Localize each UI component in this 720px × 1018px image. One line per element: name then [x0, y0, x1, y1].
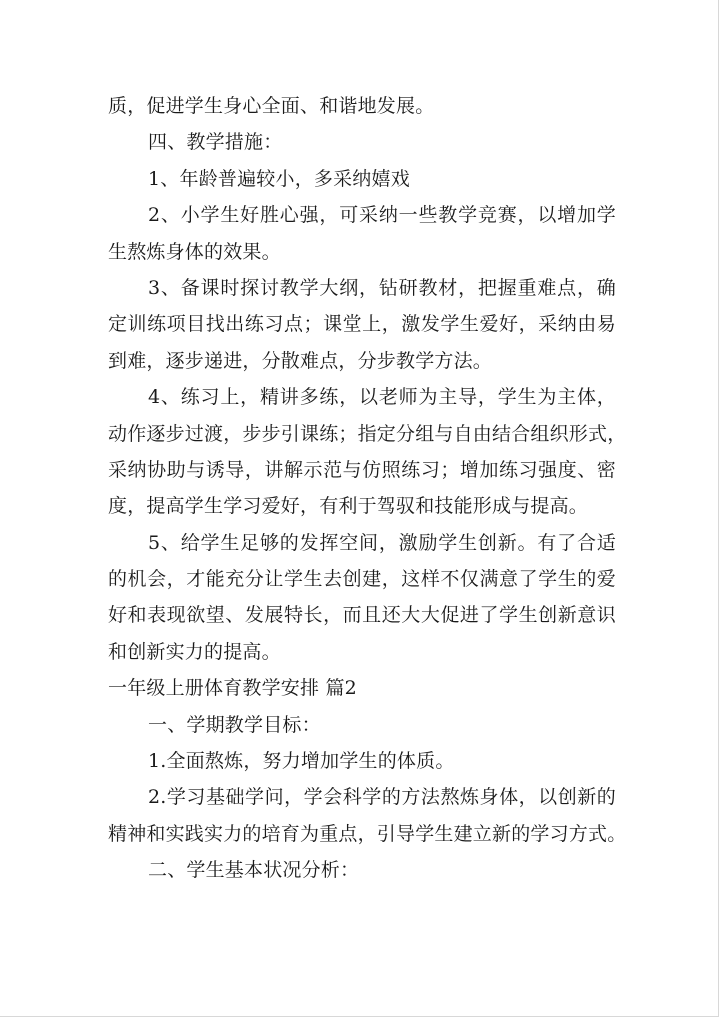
text-line: 定训练项目找出练习点；课堂上，激发学生爱好，采纳由易 [108, 313, 616, 336]
text-line: 2、小学生好胜心强，可采纳一些教学竞赛，以增加学 [148, 204, 616, 227]
text-line: 3、备课时探讨教学大纲，钻研教材，把握重难点，确 [148, 276, 616, 299]
text-line: 的机会，才能充分让学生去创建，这样不仅满意了学生的爱 [108, 568, 616, 591]
section-heading: 一年级上册体育教学安排 篇2 [108, 677, 357, 700]
text-line: 好和表现欲望、发展特长，而且还大大促进了学生创新意识 [108, 604, 616, 627]
text-line: 2.学习基础学问，学会科学的方法熬炼身体，以创新的 [148, 786, 616, 809]
text-line: 精神和实践实力的培育为重点，引导学生建立新的学习方式。 [108, 822, 627, 845]
text-line: 动作逐步过渡，步步引课练；指定分组与自由结合组织形式， [108, 422, 627, 445]
text-line: 1、年龄普遍较小，多采纳嬉戏 [148, 167, 410, 190]
text-line: 二、学生基本状况分析： [148, 859, 360, 882]
text-line: 和创新实力的提高。 [108, 640, 281, 663]
text-line: 度，提高学生学习爱好，有利于驾驭和技能形成与提高。 [108, 495, 589, 518]
text-line: 一、学期教学目标： [148, 713, 321, 736]
text-line: 生熬炼身体的效果。 [108, 240, 281, 263]
text-line: 到难，逐步递进，分散难点，分步教学方法。 [108, 349, 493, 372]
text-line: 质，促进学生身心全面、和谐地发展。 [108, 95, 435, 117]
text-line: 5、给学生足够的发挥空间，激励学生创新。有了合适 [148, 531, 616, 554]
text-line: 四、教学措施： [148, 131, 283, 154]
text-line: 4、练习上，精讲多练，以老师为主导，学生为主体， [148, 386, 616, 409]
text-line: 1.全面熬炼，努力增加学生的体质。 [148, 750, 455, 773]
text-line: 采纳协助与诱导，讲解示范与仿照练习；增加练习强度、密 [108, 458, 616, 481]
document-body [108, 88, 627, 889]
